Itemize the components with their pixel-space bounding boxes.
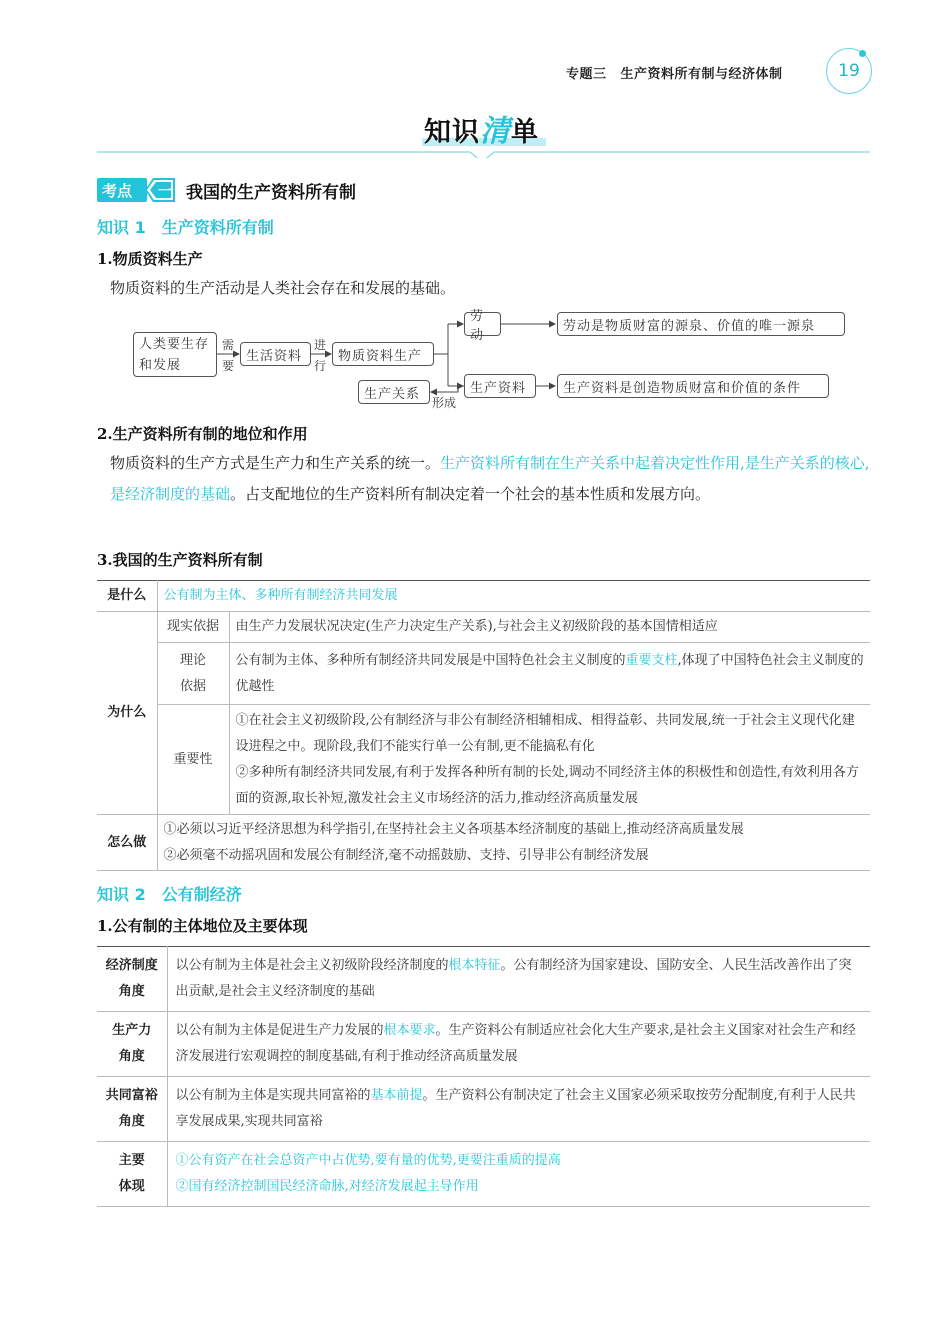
k1-p2-part-c: 。占支配地位的生产资料所有制决定着一个社会的基本性质和发展方向。: [230, 485, 711, 503]
k1-subtitle-3: 3.我国的生产资料所有制: [97, 551, 263, 569]
table-row: [97, 1012, 870, 1077]
chapter-number: 专题三: [566, 67, 607, 82]
row-label-productivity: [97, 1012, 167, 1077]
importance-content: [229, 705, 870, 815]
table-row: [97, 947, 870, 1012]
main-embodiment-item-1: ①公有资产在社会总资产中占优势,要有量的优势,更要注重质的提高: [175, 1153, 561, 1168]
sub-label-theory: [157, 643, 229, 705]
row-label-what: 是什么: [97, 581, 157, 612]
what-content: 公有制为主体、多种所有制经济共同发展: [157, 581, 870, 612]
table-row: [97, 612, 870, 643]
how-content: [157, 815, 870, 871]
k1-paragraph-1: 物质资料的生产活动是人类社会存在和发展的基础。: [110, 279, 456, 297]
row-label-productivity-2: 角度: [118, 1049, 145, 1064]
k1-p2-part-a: 物质资料的生产方式是生产力和生产关系的统一。: [110, 454, 441, 472]
how-item-1: ①必须以习近平经济思想为科学指引,在坚持社会主义各项基本经济制度的基础上,推动经济高质量发展: [163, 821, 744, 837]
row-label-productivity-1: 生产力: [112, 1023, 152, 1038]
importance-item-2: ②多种所有制经济共同发展,有利于发挥各种所有制的长处,调动不同经济主体的积极性和创造性,有效利用各方面的资源,取长补短,激发社会主义市场经济的活力,推动经济高质量发展: [235, 764, 859, 806]
diagram-box-living-materials: 生活资料: [240, 342, 311, 366]
section-title: 我国的生产资料所有制: [186, 183, 356, 203]
row-label-why: 为什么: [97, 612, 157, 815]
row-label-economic-system-1: 经济制度: [105, 958, 158, 973]
economic-system-content: [167, 947, 870, 1012]
productivity-a: 以公有制为主体是促进生产力发展的: [175, 1023, 384, 1038]
diagram-box-means-desc: 生产资料是创造物质财富和价值的条件: [557, 374, 829, 398]
reality-content: 由生产力发展状况决定(生产力决定生产关系),与社会主义初级阶段的基本国情相适应: [229, 612, 870, 643]
common-prosperity-c: 。生产资料公有制决定了社会主义国家必须采取按劳分配制度,有利于人民共享发展成果,实现共同富裕: [175, 1088, 856, 1129]
table-row: [97, 1142, 870, 1207]
diagram-box-survival: [133, 332, 217, 377]
arrow-label-do-2: 行: [314, 359, 327, 373]
arrow-label-need-1: 需: [222, 338, 235, 352]
ownership-table: [97, 580, 870, 871]
banner-title-part2: 清: [480, 114, 511, 149]
row-label-main-embodiment: [97, 1142, 167, 1207]
diagram-box-labor: 劳动: [464, 312, 501, 336]
productivity-c: 。生产资料公有制适应社会化大生产要求,是社会主义国家对社会生产和经济发展进行宏观调控的制度基础,有利于推动经济高质量发展: [175, 1023, 856, 1064]
row-label-common-prosperity: [97, 1077, 167, 1142]
sub-label-importance: 重要性: [157, 705, 229, 815]
row-label-main-1: 主要: [118, 1153, 145, 1168]
k2-subtitle-1: 1.公有制的主体地位及主要体现: [97, 917, 308, 935]
page-number: 19: [838, 61, 860, 81]
table-row: [97, 705, 870, 815]
section-tag-number: 一: [158, 184, 172, 200]
diagram-box-labor-desc: 劳动是物质财富的源泉、价值的唯一源泉: [557, 312, 845, 336]
table-row: [97, 815, 870, 871]
theory-content-a: 公有制为主体、多种所有制经济共同发展是中国特色社会主义制度的: [235, 652, 626, 668]
arrow-label-form: 形成: [432, 396, 457, 410]
economic-system-c: 。公有制经济为国家建设、国防安全、人民生活改善作出了突出贡献,是社会主义经济制度的基础: [175, 958, 852, 999]
table-row: [97, 581, 870, 612]
diagram-box-means-of-production: 生产资料: [464, 374, 536, 398]
knowledge2-heading: 知识 2 公有制经济: [97, 885, 242, 904]
diagram-box-production-relations: 生产关系: [358, 380, 430, 404]
common-prosperity-content: [167, 1077, 870, 1142]
section-tag-label: 考点: [102, 182, 133, 200]
row-label-common-prosperity-1: 共同富裕: [105, 1088, 158, 1103]
k1-paragraph-2: [110, 448, 872, 510]
arrow-label-do-1: 进: [314, 338, 327, 352]
public-ownership-table: [97, 946, 870, 1207]
arrow-label-need-2: 要: [222, 359, 235, 373]
row-label-main-2: 体现: [118, 1179, 145, 1194]
sub-label-theory-2: 依据: [179, 678, 206, 694]
theory-content-highlight: 重要支柱: [625, 652, 678, 668]
how-item-2: ②必须毫不动摇巩固和发展公有制经济,毫不动摇鼓励、支持、引导非公有制经济发展: [163, 847, 649, 863]
table-row: [97, 643, 870, 705]
common-prosperity-a: 以公有制为主体是实现共同富裕的: [175, 1088, 371, 1103]
productivity-content: [167, 1012, 870, 1077]
k1-p2-highlight: 生产资料所有制在生产关系中起着决定性作用,是生产关系的核心,是经济制度的基础: [110, 454, 870, 503]
sub-label-reality: 现实依据: [157, 612, 229, 643]
economic-system-a: 以公有制为主体是社会主义初级阶段经济制度的: [175, 958, 449, 973]
banner-title-part1: 知识: [424, 117, 480, 148]
sub-label-theory-1: 理论: [179, 652, 206, 668]
economic-system-highlight: 根本特征: [448, 958, 501, 973]
banner-title-part3: 单: [511, 117, 539, 148]
k1-subtitle-2: 2.生产资料所有制的地位和作用: [97, 425, 308, 443]
knowledge1-heading: 知识 1 生产资料所有制: [97, 218, 274, 237]
theory-content: [229, 643, 870, 705]
row-label-economic-system-2: 角度: [118, 984, 145, 999]
diagram-box-survival-line2: 和发展: [139, 358, 182, 373]
running-header: [566, 63, 783, 82]
main-embodiment-item-2: ②国有经济控制国民经济命脉,对经济发展起主导作用: [175, 1179, 479, 1194]
diagram-box-material-production: 物质资料生产: [332, 342, 434, 366]
row-label-how: 怎么做: [97, 815, 157, 871]
k1-subtitle-1: 1.物质资料生产: [97, 250, 203, 268]
page-dot-ornament: [859, 50, 866, 57]
table-row: [97, 1077, 870, 1142]
productivity-highlight: 根本要求: [383, 1023, 436, 1038]
main-embodiment-content: [167, 1142, 870, 1207]
row-label-economic-system: [97, 947, 167, 1012]
row-label-common-prosperity-2: 角度: [118, 1114, 145, 1129]
diagram-box-survival-line1: 人类要生存: [139, 337, 210, 352]
theory-content-c: ,体现了中国特色社会主义制度的优越性: [235, 652, 864, 694]
chapter-title: 生产资料所有制与经济体制: [620, 67, 783, 82]
banner-title: [424, 106, 539, 150]
common-prosperity-highlight: 基本前提: [370, 1088, 423, 1103]
importance-item-1: ①在社会主义初级阶段,公有制经济与非公有制经济相辅相成、相得益彰、共同发展,统一于社会主义现代化建设进程之中。现阶段,我们不能实行单一公有制,更不能搞私有化: [235, 712, 855, 754]
